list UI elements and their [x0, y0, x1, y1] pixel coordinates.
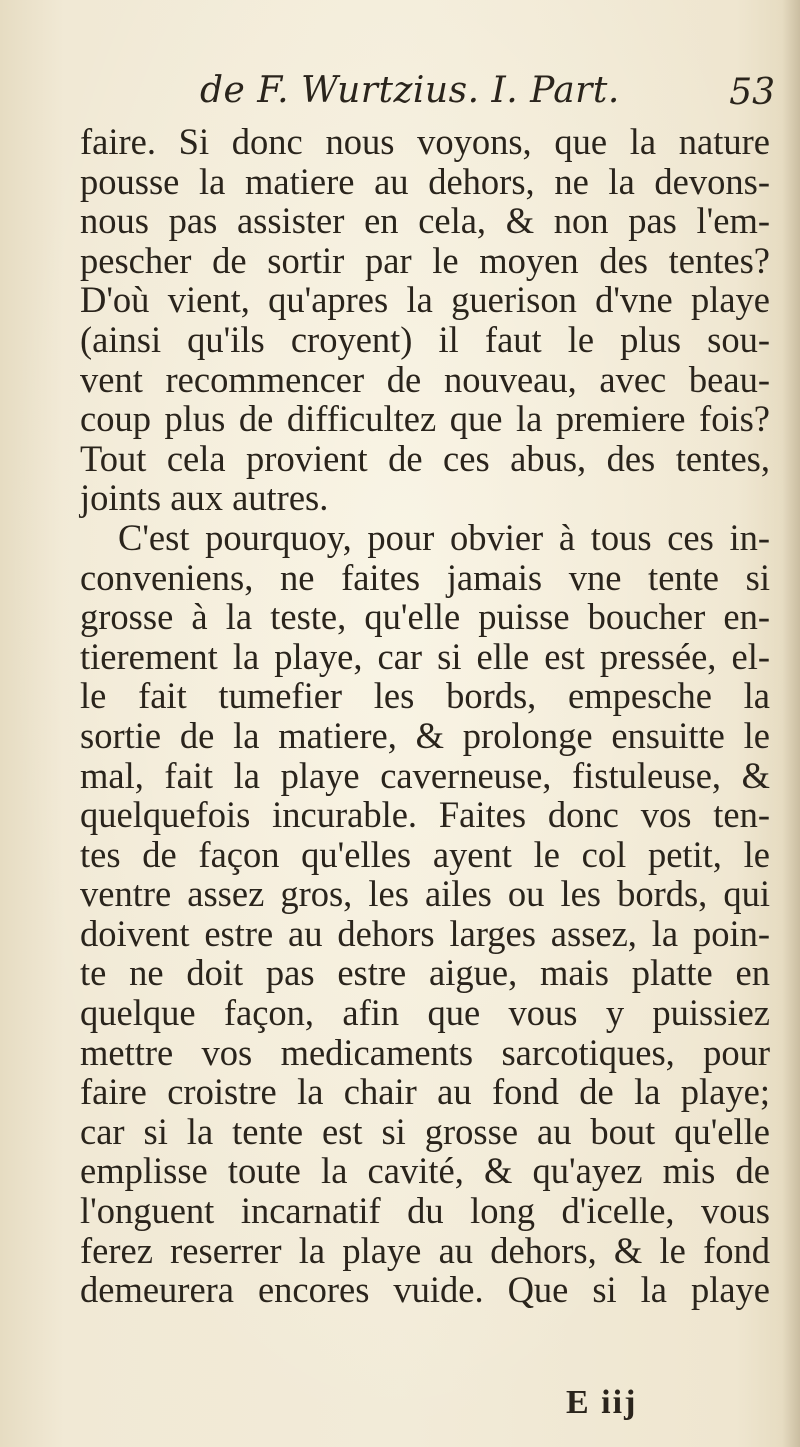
text-line: nous pas assister en cela, & non pas l'em- [80, 200, 770, 242]
text-line: tierement la playe, car si elle est pressée, el- [80, 635, 770, 677]
text-line: conveniens, ne faites jamais vne tente si [80, 556, 770, 598]
text-line: doivent estre au dehors larges assez, la poin- [80, 912, 770, 954]
text-line: quelquefois incurable. Faites donc vos ten- [80, 794, 770, 836]
text-line: faire croistre la chair au fond de la playe; [80, 1071, 770, 1113]
running-title: de F. Wurtzius. I. Part. [200, 70, 620, 111]
text-line: tes de façon qu'elles ayent le col petit, le [80, 833, 770, 875]
text-line: C'est pourquoy, pour obvier à tous ces in- [118, 516, 770, 558]
text-line: vent recommencer de nouveau, avec beau- [80, 358, 770, 400]
text-line: quelque façon, afin que vous y puissiez [80, 992, 770, 1034]
text-line: l'onguent incarnatif du long d'icelle, vous [80, 1190, 770, 1232]
signature-mark: E iij [566, 1384, 638, 1421]
text-line: coup plus de difficultez que la premiere fois? [80, 398, 770, 440]
text-line: mal, fait la playe caverneuse, fistuleuse, & [80, 754, 770, 796]
text-line: emplisse toute la cavité, & qu'ayez mis de [80, 1150, 770, 1192]
text-line: mettre vos medicaments sarcotiques, pour [80, 1031, 770, 1073]
text-line: Tout cela provient de ces abus, des tentes, [80, 437, 770, 479]
text-line: ferez reserrer la playe au dehors, & le fond [80, 1229, 770, 1271]
page-header [200, 66, 775, 116]
text-line: grosse à la teste, qu'elle puisse boucher en- [80, 596, 770, 638]
text-line: le fait tumefier les bords, empesche la [80, 675, 770, 717]
text-line: faire. Si donc nous voyons, que la nature [80, 121, 770, 162]
text-line: car si la tente est si grosse au bout qu'elle [80, 1110, 770, 1152]
text-line: D'où vient, qu'apres la guerison d'vne playe [80, 279, 770, 321]
text-line: pousse la matiere au dehors, ne la devons- [80, 160, 770, 202]
page-edge-shadow [782, 0, 800, 1447]
text-line: joints aux autres. [80, 477, 329, 519]
text-line: (ainsi qu'ils croyent) il faut le plus sou- [80, 318, 770, 360]
text-line: sortie de la matiere, & prolonge ensuitte le [80, 714, 770, 756]
text-line: demeurera encores vuide. Que si la playe [80, 1269, 770, 1311]
text-line: te ne doit pas estre aigue, mais platte en [80, 952, 770, 994]
page-number: 53 [729, 72, 775, 113]
body-text [80, 122, 770, 1310]
text-line: ventre assez gros, les ailes ou les bords, qui [80, 873, 770, 915]
text-line: pescher de sortir par le moyen des tentes? [80, 239, 770, 281]
